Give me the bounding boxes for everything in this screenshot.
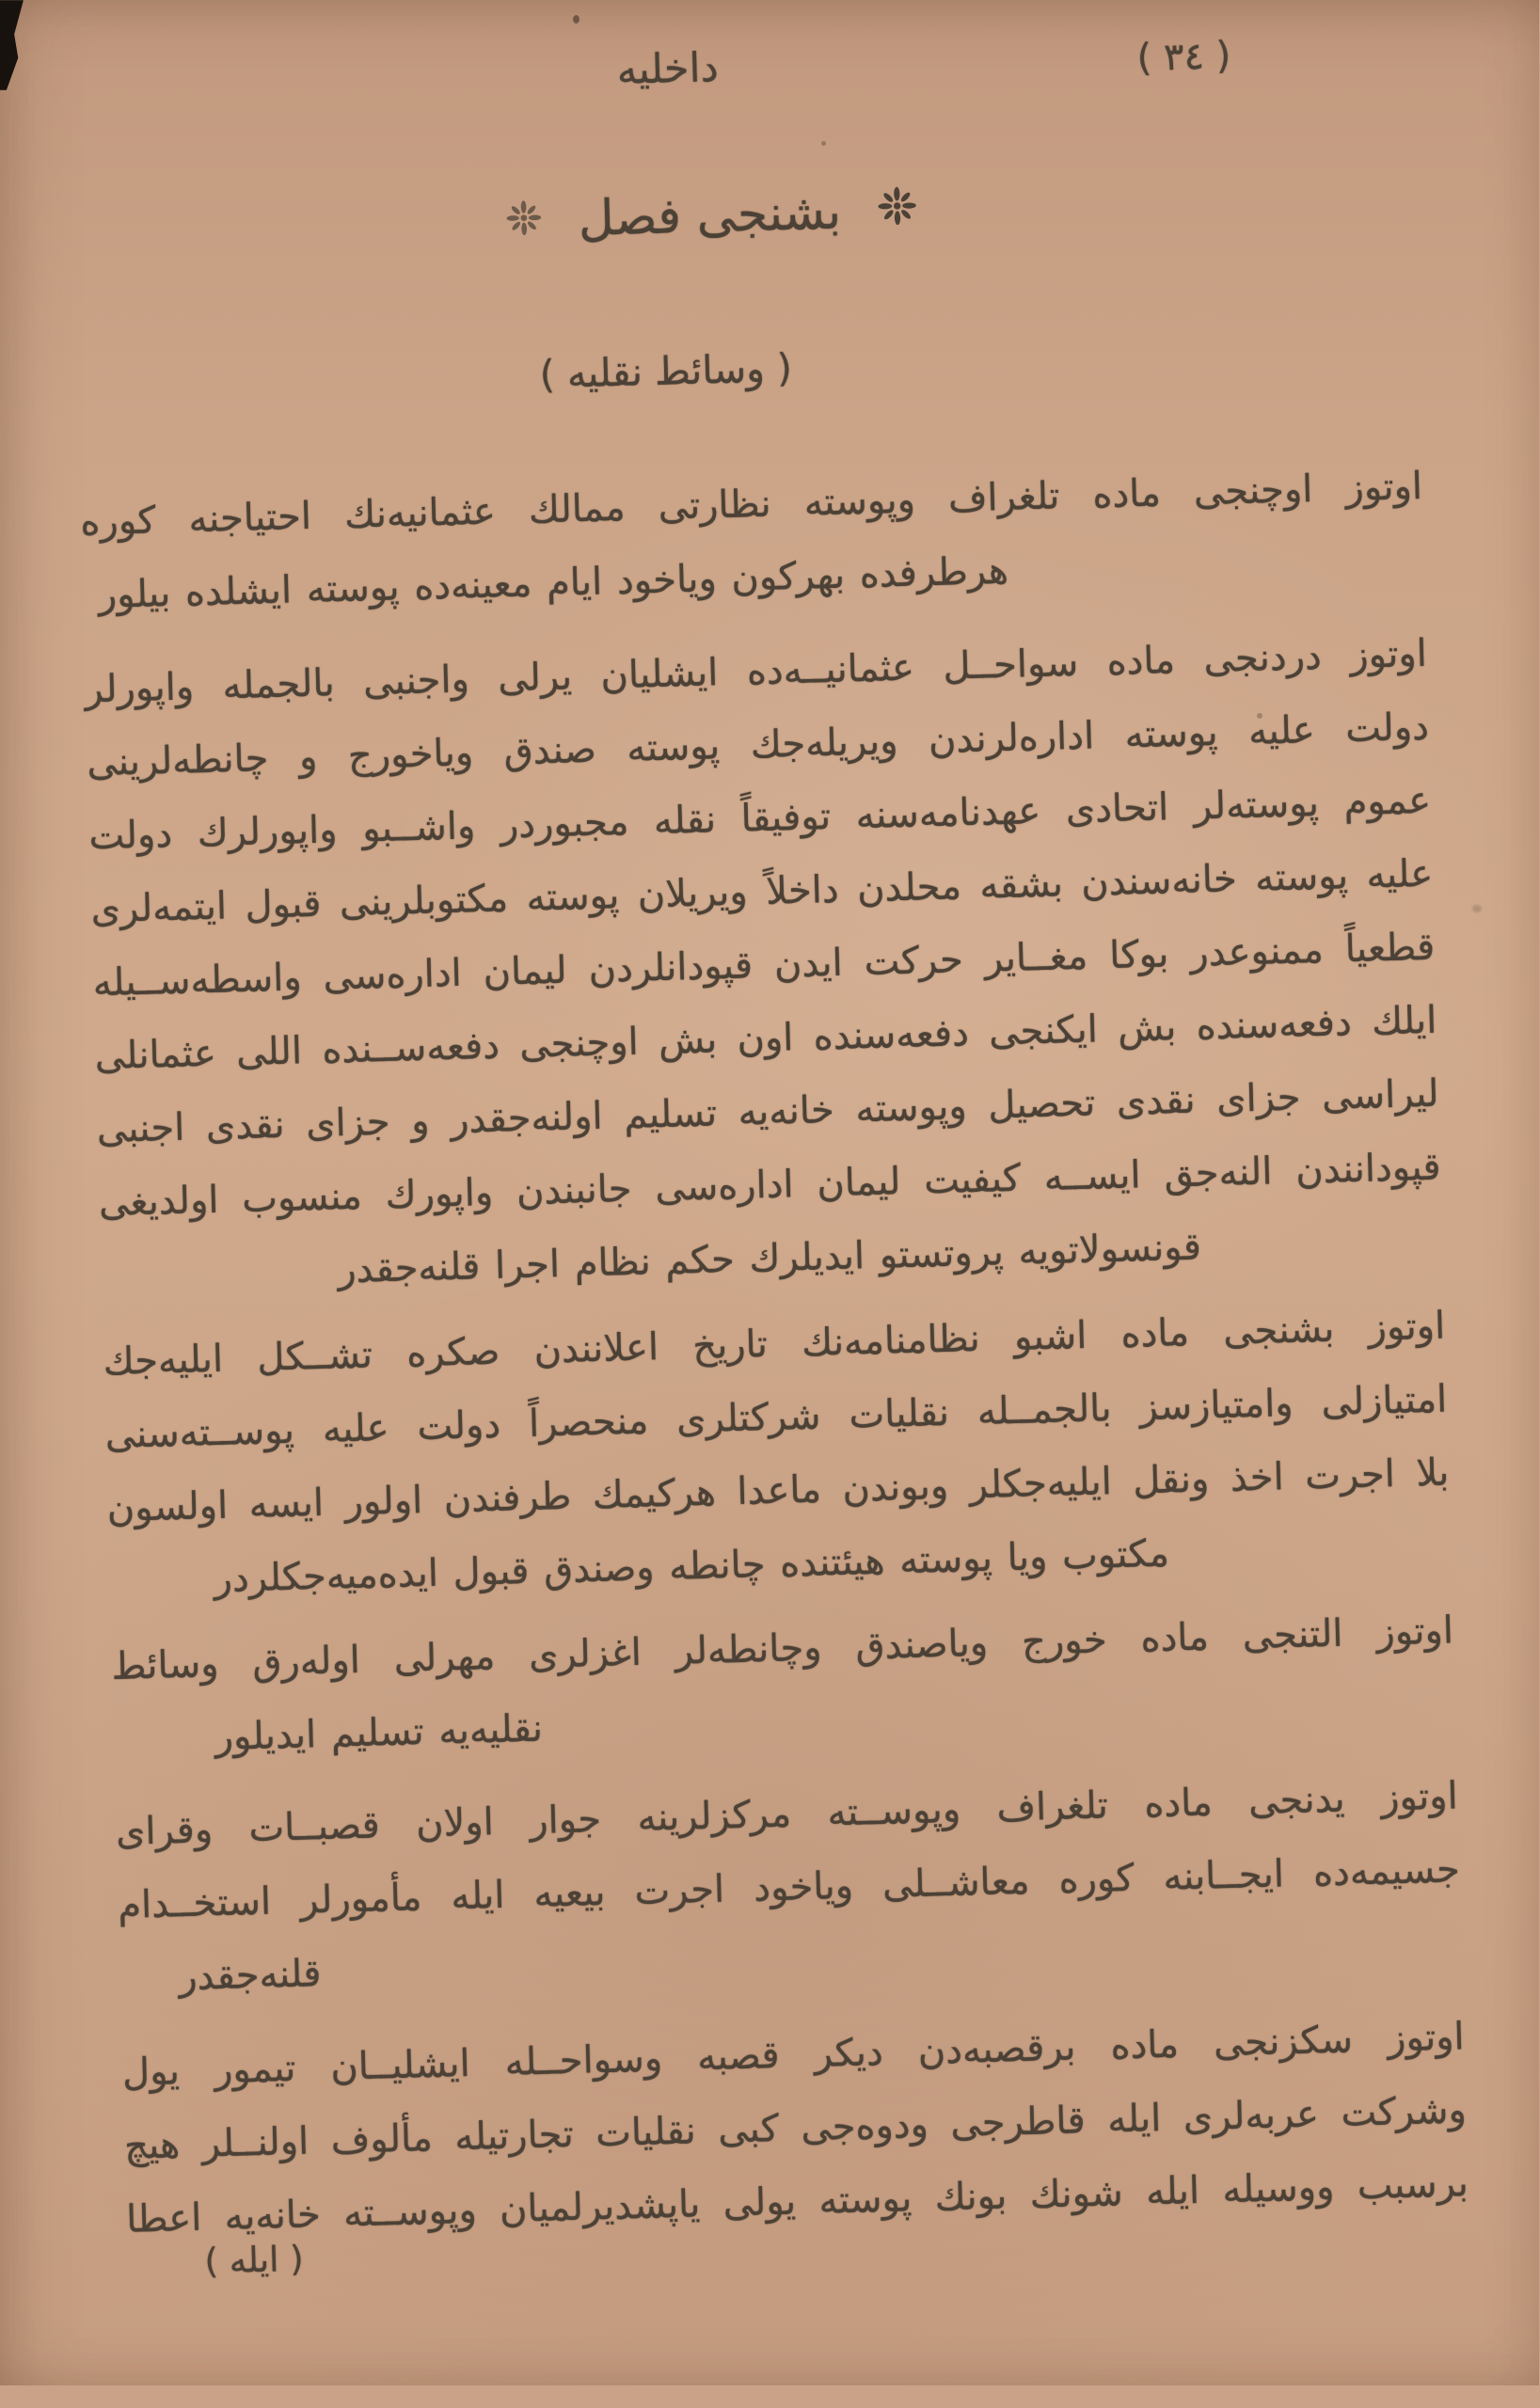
text-line: اوتوز اوچنجى ماده تلغراف وپوسته نظارتى ممالك عثمانيه‌نك احتياجنه كوره <box>80 464 1424 545</box>
page-title: داخليه <box>617 44 721 94</box>
text-line: نقليه‌يه تسليم ايديلور <box>214 1706 545 1760</box>
text-line: دولت عليه پوسته اداره‌لرندن ويريله‌جك پوسته صندق وياخورج و چانطه‌لرينى <box>87 705 1431 785</box>
article-35 <box>103 1290 1453 1619</box>
section-subtitle: ( وسائط نقليه ) <box>540 345 794 398</box>
article-text-block <box>80 450 1469 2257</box>
text-line: اوتوز يدنجى ماده تلغراف وپوســته مركزلرينه جوار اولان قصبــات وقراى <box>116 1774 1460 1855</box>
chapter-title: بشنجى فصل <box>578 183 843 248</box>
text-line: قپودانندن النه‌جق ايســه كيفيت ليمان اداره‌سى جانبندن واپورك منسوب اولديغى <box>99 1145 1443 1226</box>
text-line: ليراسى جزاى نقدى تحصيل وپوسته خانه‌يه تسليم اولنه‌جقدر و جزاى نقدى اجنبى <box>97 1071 1441 1152</box>
text-line: اوتوز سكزنجى ماده برقصبه‌دن ديكر قصبه وسواحــله ايشليــان تيمور يول <box>122 2015 1467 2095</box>
text-line: ايلك دفعه‌سنده بش ايكنجى دفعه‌سنده اون بش اوچنجى دفعه‌ســنده اللى عثمانلى <box>95 998 1438 1079</box>
text-line: عموم پوسته‌لر اتحادى عهدنامه‌سنه توفيقاً نقله مجبوردر واشــبو واپورلرك دولت <box>88 778 1433 859</box>
text-line: اوتوز بشنجى ماده اشبو نظامنامه‌نك تاريخ اعلانندن صكره تشــكل ايليه‌جك <box>103 1304 1447 1385</box>
text-line: برسبب ووسيله ايله شونك بونك پوسته يولى ياپشديرلميان وپوســته خانه‌يه اعطا <box>126 2162 1470 2242</box>
article-36 <box>111 1593 1457 1777</box>
chapter-heading <box>0 166 1483 264</box>
article-34 <box>85 617 1444 1313</box>
text-line: هرطرفده بهركون وياخود ايام معينه‌ده پوسته ايشلده بيلور <box>99 548 1010 618</box>
text-line: اوتوز التنجى ماده خورج وياصندق وچانطه‌لر اغزلرى مهرلى اوله‌رق وسائط <box>111 1608 1455 1689</box>
article-37 <box>116 1759 1464 2016</box>
text-line: اوتوز دردنجى ماده سواحــل عثمانيــه‌ده ايشليان يرلى واجنبى بالجمله واپورلر <box>85 631 1429 712</box>
text-line: وشركت عربه‌لرى ايله قاطرجى ودوه‌جى كبى نقليات تجارتيله مألوف اولنــلر هيچ <box>124 2088 1469 2168</box>
catchword: ( ايله ) <box>204 2238 306 2282</box>
text-line: قلنه‌جقدر <box>179 1952 323 2000</box>
text-line: مكتوب ويا پوسته هيئتنده چانطه وصندق قبول ايده‌ميه‌جكلردر <box>214 1531 1171 1602</box>
fleuron-icon <box>877 182 920 239</box>
fleuron-icon <box>505 192 545 249</box>
article-33 <box>80 450 1426 633</box>
text-line: جسيمه‌ده ايجــابنه كوره معاشــلى وياخود اجرت بيعيه ايله مأمورلر استخــدام <box>118 1847 1462 1927</box>
text-line: امتيازلى وامتيازسز بالجمــله نقليات شركتلرى منحصراً دولت عليه پوســته‌سنى <box>105 1377 1449 1458</box>
text-line: قونسولاتويه پروتستو ايديلرك حكم نظام اجرا قلنه‌جقدر <box>338 1225 1203 1292</box>
text-line: عليه پوسته خانه‌سندن بشقه محلدن داخلاً ويريلان پوسته مكتوبلرينى قبول ايتمه‌لرى <box>90 851 1435 932</box>
text-line: بلا اجرت اخذ ونقل ايليه‌جكلر وبوندن ماعدا هركيمك طرفندن اولور ايسه اولسون <box>107 1450 1451 1531</box>
text-line: قطعياً ممنوعدر بوكا مغــاير حركت ايدن قپودانلردن ليمان اداره‌سى واسطه‌ســيله <box>93 925 1437 1006</box>
article-38 <box>122 2000 1470 2257</box>
page-number: ( ٣٤ ) <box>1137 34 1232 80</box>
